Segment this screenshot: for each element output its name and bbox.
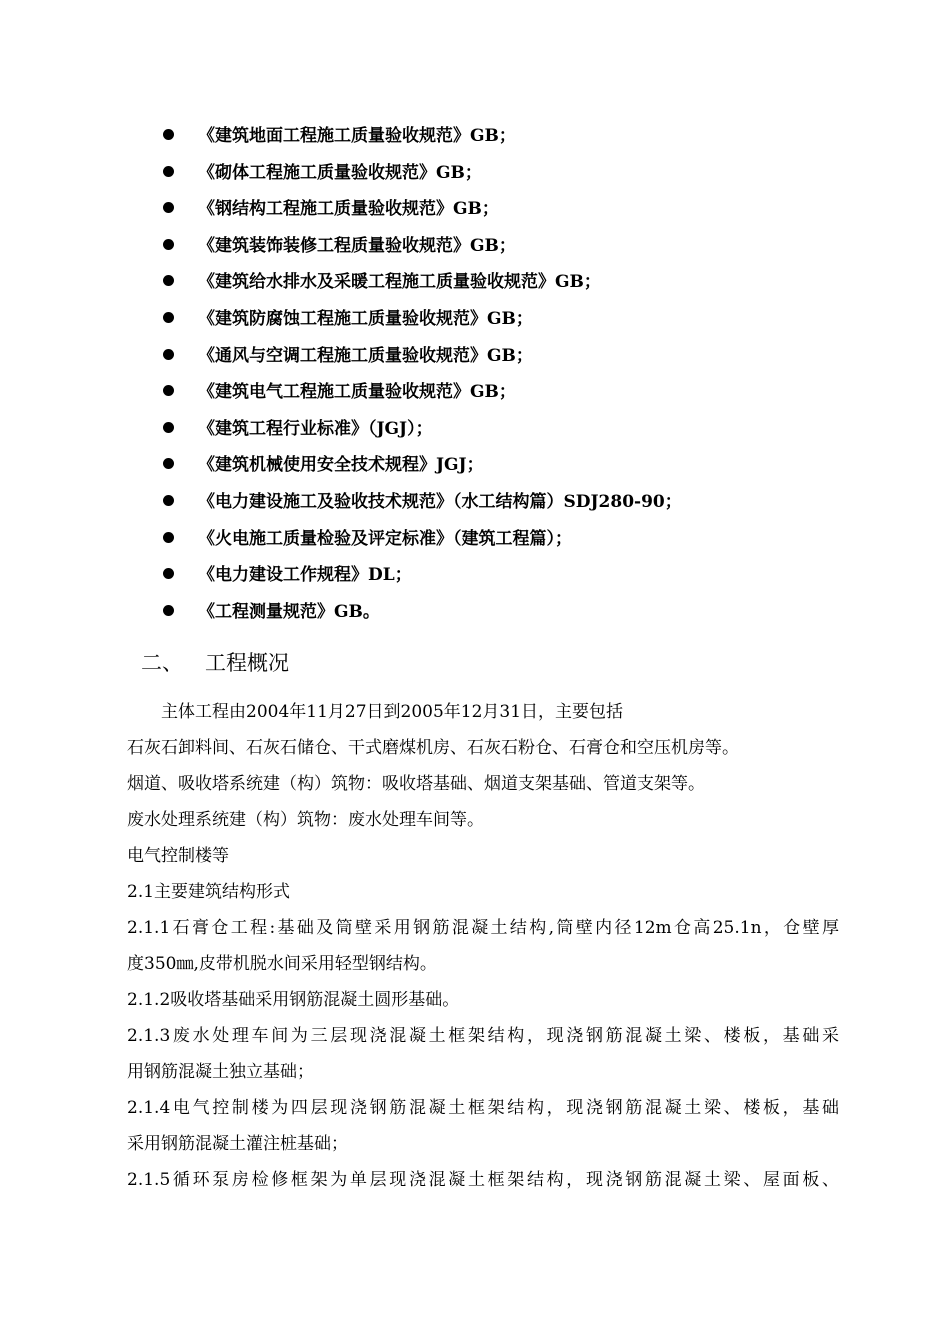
list-item	[160, 484, 682, 521]
list-item	[160, 228, 682, 265]
paragraph: 废水处理系统建（构）筑物：废水处理车间等。	[127, 810, 484, 830]
list-item	[160, 521, 682, 558]
bullet-icon	[163, 532, 174, 543]
list-item	[160, 447, 682, 484]
paragraph: 电气控制楼等	[127, 846, 229, 866]
subsection-heading: 2.1主要建筑结构形式	[127, 882, 291, 902]
list-item-text: 《钢结构工程施工质量验收规范》GB；	[198, 199, 499, 220]
list-item-text: 《工程测量规范》GB。	[198, 601, 380, 622]
paragraph: 石灰石卸料间、石灰石储仓、干式磨煤机房、石灰石粉仓、石膏仓和空压机房等。	[127, 738, 739, 758]
bullet-icon	[163, 568, 174, 579]
list-item	[160, 301, 682, 338]
bullet-icon	[163, 422, 174, 433]
bullet-icon	[163, 312, 174, 323]
paragraph: 烟道、吸收塔系统建（构）筑物：吸收塔基础、烟道支架基础、管道支架等。	[127, 774, 705, 794]
list-item-text: 《建筑工程行业标准》（JGJ）；	[198, 418, 433, 439]
bullet-icon	[163, 129, 174, 140]
list-item	[160, 594, 682, 631]
paragraph: 2.1.5循环泵房检修框架为单层现浇混凝土框架结构，现浇钢筋混凝土梁、屋面板、	[127, 1170, 839, 1190]
list-item-text: 《电力建设施工及验收技术规范》（水工结构篇）SDJ280-90；	[198, 491, 682, 512]
bullet-icon	[163, 275, 174, 286]
list-item	[160, 338, 682, 375]
list-item-text: 《建筑机械使用安全技术规程》JGJ；	[198, 455, 484, 476]
list-item	[160, 155, 682, 192]
bullet-icon	[163, 605, 174, 616]
list-item-text: 《电力建设工作规程》DL；	[198, 565, 412, 586]
bullet-icon	[163, 166, 174, 177]
list-item	[160, 557, 682, 594]
paragraph: 用钢筋混凝土独立基础；	[127, 1062, 314, 1082]
list-item	[160, 264, 682, 301]
bullet-icon	[163, 349, 174, 360]
list-item-text: 《通风与空调工程施工质量验收规范》GB；	[198, 345, 533, 366]
list-item-text: 《建筑给水排水及采暖工程施工质量验收规范》GB；	[198, 272, 601, 293]
body-text	[127, 694, 839, 1198]
paragraph: 采用钢筋混凝土灌注桩基础；	[127, 1134, 348, 1154]
section-heading	[141, 648, 289, 678]
paragraph: 2.1.4电气控制楼为四层现浇钢筋混凝土框架结构，现浇钢筋混凝土梁、楼板，基础	[127, 1098, 839, 1118]
list-item-text: 《建筑防腐蚀工程施工质量验收规范》GB；	[198, 308, 533, 329]
list-item	[160, 191, 682, 228]
standards-list	[160, 118, 682, 630]
list-item-text: 《建筑电气工程施工质量验收规范》GB；	[198, 382, 516, 403]
list-item-text: 《建筑地面工程施工质量验收规范》GB；	[198, 126, 516, 146]
bullet-icon	[163, 239, 174, 250]
bullet-icon	[163, 495, 174, 506]
list-item	[160, 374, 682, 411]
paragraph: 度350㎜,皮带机脱水间采用轻型钢结构。	[127, 954, 437, 974]
list-item-text: 《砌体工程施工质量验收规范》GB；	[198, 162, 482, 183]
list-item	[160, 118, 682, 155]
section-title: 工程概况	[205, 651, 289, 675]
section-number: 二、	[141, 651, 183, 675]
bullet-icon	[163, 458, 174, 469]
paragraph: 2.1.1石膏仓工程:基础及筒壁采用钢筋混凝土结构,筒壁内径12m仓高25.1n，仓壁厚	[127, 918, 839, 938]
list-item-text: 《建筑装饰装修工程质量验收规范》GB；	[198, 235, 516, 256]
list-item-text: 《火电施工质量检验及评定标准》（建筑工程篇）；	[198, 528, 572, 549]
paragraph: 2.1.2吸收塔基础采用钢筋混凝土圆形基础。	[127, 990, 460, 1010]
list-item	[160, 411, 682, 448]
paragraph: 2.1.3废水处理车间为三层现浇混凝土框架结构，现浇钢筋混凝土梁、楼板，基础采	[127, 1026, 839, 1046]
bullet-icon	[163, 202, 174, 213]
bullet-icon	[163, 385, 174, 396]
paragraph: 主体工程由2004年11月27日到2005年12月31日，主要包括	[161, 702, 624, 722]
